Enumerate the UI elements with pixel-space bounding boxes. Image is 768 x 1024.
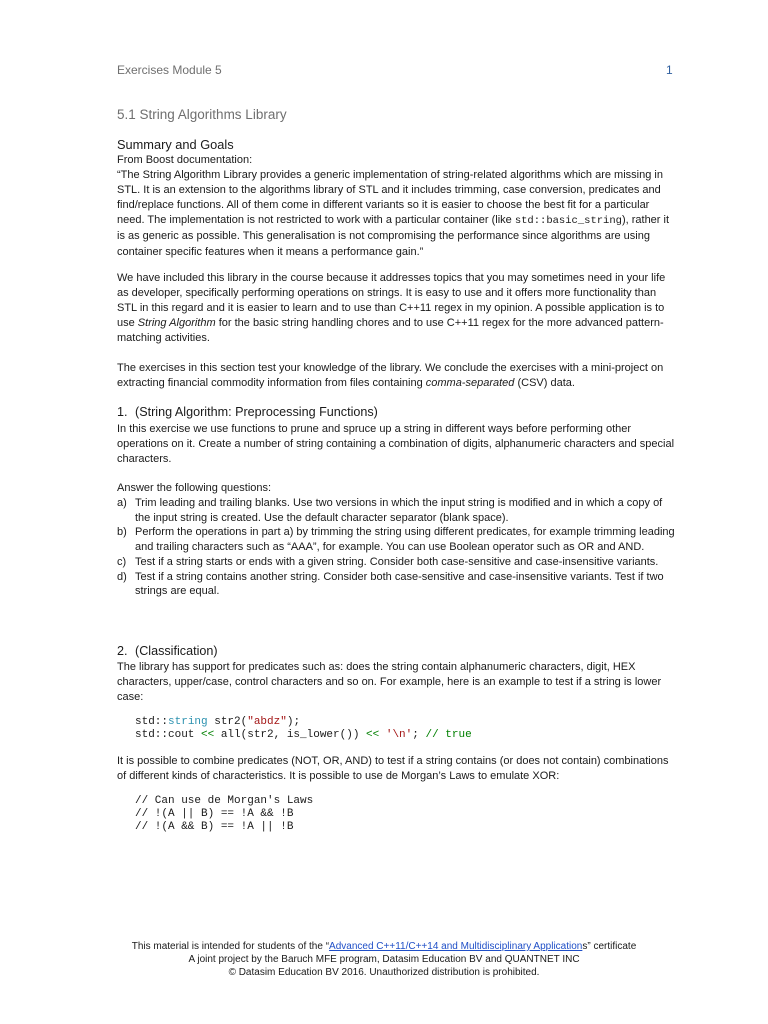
summary-paragraph-3: The exercises in this section test your knowledge of the library. We conclude the exercises with a mini-project on extracting financial commodity information from files containing comma-separated (CSV) data.	[117, 362, 664, 390]
summary-title: Summary and Goals	[117, 137, 234, 152]
code-line: // !(A && B) == !A || !B	[135, 820, 294, 833]
exercise-1-title: 1. (String Algorithm: Preprocessing Functions)	[117, 405, 378, 419]
header-title: Exercises Module 5	[117, 63, 222, 77]
code-block-lowercase	[135, 716, 472, 742]
code-line: std::cout << all(str2, is_lower()) << '\n'; // true	[135, 728, 472, 741]
page-number: 1	[666, 63, 673, 77]
code-line: std::string str2("abdz");	[135, 716, 301, 728]
footer	[0, 940, 768, 979]
source-line: From Boost documentation:	[117, 154, 253, 166]
code-block-demorgan	[135, 795, 313, 833]
exercise-2-intro: The library has support for predicates such as: does the string contain alphanumeric characters, digit, HEX characters, upper/case, control characters and so on. For example, here is an example to test if a string is lower case:	[117, 661, 662, 704]
list-item: c) Test if a string starts or ends with a given string. Consider both case-sensitive and case-insensitive variants.	[117, 555, 659, 568]
summary-body	[117, 153, 677, 260]
footer-line-3: © Datasim Education BV 2016. Unauthorized distribution is prohibited.	[228, 967, 540, 978]
quote-code: std::basic_string	[514, 215, 622, 228]
code-line: // !(A || B) == !A && !B	[135, 807, 294, 820]
answer-line: Answer the following questions:	[117, 482, 272, 494]
exercise-2-paragraph-2: It is possible to combine predicates (NOT, OR, AND) to test if a string contains (or does not contain) combinations of different kinds of characteristics. It is possible to use de Morgan’s Laws to emulate XOR:	[117, 755, 669, 783]
certificate-link[interactable]: Advanced C++11/C++14 and Multidisciplinary Application	[329, 941, 583, 952]
list-item: a) Trim leading and trailing blanks. Use two versions in which the input string is modified and in which a copy of the input string is created. Use the default character separator (blank space).	[117, 497, 663, 524]
exercise-2-title: 2. (Classification)	[117, 644, 218, 658]
code-line: // Can use de Morgan's Laws	[135, 795, 314, 807]
list-item: d) Test if a string contains another string. Consider both case-sensitive and case-insensitive variants. Test if two strings are equal.	[117, 570, 664, 598]
exercise-1-questions	[117, 496, 677, 599]
exercise-1-intro: In this exercise we use functions to prune and spruce up a string in different ways before performing other operations on it. Create a number of string containing a combination of digits, alphanumeric characters and special characters.	[117, 423, 675, 466]
boost-quote: “The String Algorithm Library provides a generic implementation of string-related algorithms which are missing in STL. It is an extension to the algorithms library of STL and it includes trimming, case conversion, predicates and find/replace functions. All of them come in different variants so it is easier to choose the best fit for a particular need. The implementation is not restricted to work with a particular container (like std::basic_string), rather it is as generic as possible. This generalisation is not compromising the performance since algorithms are using container specific features when it means a performance gain.”	[117, 169, 670, 258]
list-item: b) Perform the operations in part a) by trimming the string using different predicates, for example trimming leading and trailing characters such as “AAA”, for example. You can use Boolean operator such as OR and AND.	[117, 526, 675, 554]
section-title: 5.1 String Algorithms Library	[117, 107, 287, 122]
footer-line-2: A joint project by the Baruch MFE program, Datasim Education BV and QUANTNET INC	[188, 954, 580, 965]
summary-paragraph-2: We have included this library in the course because it addresses topics that you may sometimes need in your life as developer, specifically performing operations on strings. It is easy to use and it offers more functionality than STL in this regard and it is easier to learn and to use than C++11 regex in my opinion. A possible application is to use String Algorithm for the basic string handling chores and to use C++11 regex for the more advanced pattern-matching activities.	[117, 272, 666, 345]
footer-line-1: This material is intended for students of the “Advanced C++11/C++14 and Multidisciplinary Applications” certificate	[131, 941, 637, 952]
